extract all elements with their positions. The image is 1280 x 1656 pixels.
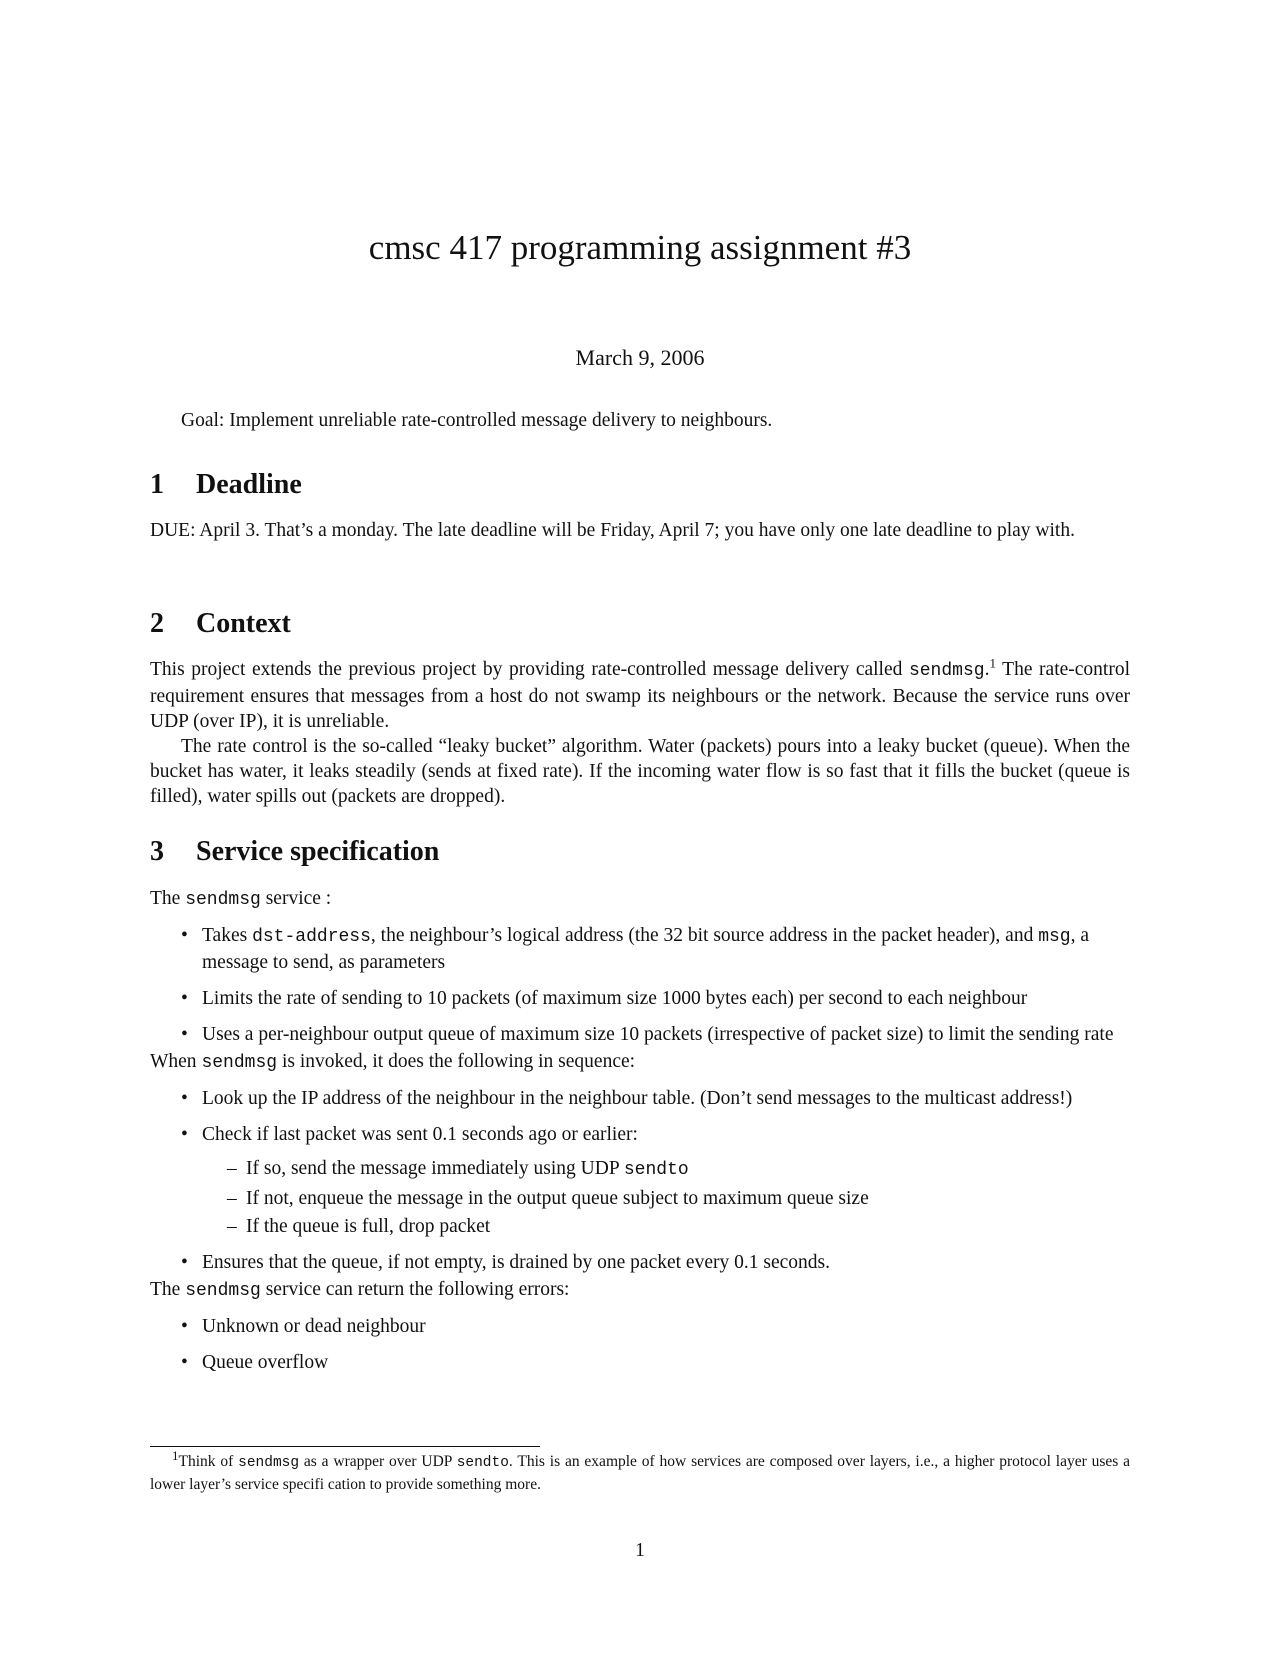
document-date: March 9, 2006	[575, 345, 705, 370]
context-body	[150, 657, 1130, 809]
section-service-specification	[150, 835, 1130, 869]
footnote-marker: 1	[989, 655, 996, 671]
code-dst-address: dst-address	[252, 927, 371, 947]
text-run: Takes	[202, 925, 253, 946]
text-run: The rate-control requirement ensures that messages from a host do not swamp its neighbours or the network. Because the service runs over UDP (over IP), it is unreliable.	[150, 659, 1130, 732]
code-sendto: sendto	[623, 1160, 689, 1180]
list-item: • Ensures that the queue, if not empty, is drained by one packet every 0.1 seconds.	[150, 1250, 1130, 1275]
section-title: Context	[196, 608, 291, 639]
list-item: • Unknown or dead neighbour	[150, 1314, 1130, 1339]
text-run: Check if last packet was sent 0.1 seconds ago or earlier:	[202, 1124, 638, 1145]
document-page	[150, 0, 1130, 1656]
code-msg: msg	[1038, 927, 1071, 947]
text-run: The	[150, 888, 186, 909]
context-paragraph-2: The rate control is the so-called “leaky bucket” algorithm. Water (packets) pours into a leaky bucket (queue). When the bucket has water, it leaks steadily (sends at fixed rate). If the incoming water flow is so fast that it fills the bucket (queue is filled), water spills out (packets are dropped).	[150, 736, 1130, 807]
section-number: 1	[150, 469, 164, 500]
text-run: Think of	[178, 1453, 239, 1470]
sub-list-item: – If not, enqueue the message in the output queue subject to maximum queue size	[150, 1186, 1130, 1211]
section-title: Service specification	[196, 836, 440, 867]
list-item: • Uses a per-neighbour output queue of maximum size 10 packets (irrespective of packet size) to limit the sending rate	[150, 1022, 1130, 1047]
section-context	[150, 607, 1130, 641]
text-run: as a wrapper over UDP	[299, 1453, 457, 1470]
section-title: Deadline	[196, 469, 302, 500]
text-run: . This is an example of how services are composed over layers, i.e., a higher protocol layer uses a lower layer’s service specifi cation to provide something more.	[150, 1453, 1131, 1493]
text-run: service :	[260, 888, 332, 909]
deadline-body	[150, 518, 1130, 543]
section-heading-deadline	[150, 468, 1130, 502]
code-sendmsg: sendmsg	[238, 1455, 300, 1471]
sub-steps-list	[202, 1156, 1130, 1239]
text-run: This project extends the previous project by providing rate-controlled message delivery called	[150, 659, 909, 680]
errors-intro	[150, 1277, 1130, 1304]
list-item	[150, 923, 1130, 975]
code-sendmsg: sendmsg	[908, 661, 985, 681]
text-run: When	[150, 1051, 202, 1072]
code-sendto: sendto	[456, 1455, 509, 1471]
list-item: • Queue overflow	[150, 1350, 1130, 1375]
footnote	[150, 1447, 1131, 1495]
document-title: cmsc 417 programming assignment #3	[368, 228, 912, 267]
code-sendmsg: sendmsg	[185, 1281, 261, 1301]
footnote-divider	[150, 1446, 540, 1447]
list-item: • Limits the rate of sending to 10 packets (of maximum size 1000 bytes each) per second to each neighbour	[150, 986, 1130, 1011]
text-run: .	[984, 659, 990, 680]
text-run: service can return the following errors:	[260, 1279, 570, 1300]
section-deadline	[150, 468, 1130, 502]
context-paragraph-1	[150, 657, 1130, 734]
text-run: , a message to send, as parameters	[202, 925, 1090, 973]
invocation-steps-list	[150, 1086, 1130, 1275]
list-item	[150, 1122, 1130, 1239]
section-heading-context	[150, 607, 1130, 641]
text-run: is invoked, it does the following in sequence:	[277, 1051, 636, 1072]
service-body	[150, 886, 1130, 1386]
text-run: The	[150, 1279, 186, 1300]
invocation-intro	[150, 1049, 1130, 1076]
service-properties-list	[150, 923, 1130, 1047]
goal-paragraph	[150, 408, 1130, 433]
sub-list-item: – If the queue is full, drop packet	[150, 1214, 1130, 1239]
service-intro	[150, 886, 1130, 913]
footnote-marker: 1	[172, 1447, 179, 1463]
text-run: If so, send the message immediately using UDP	[246, 1158, 624, 1179]
text-run: , the neighbour’s logical address (the 32 bit source address in the packet header), and	[370, 925, 1039, 946]
sub-list-item	[150, 1156, 1130, 1183]
deadline-text: DUE: April 3. That’s a monday. The late deadline will be Friday, April 7; you have only one late deadline to play with.	[150, 520, 1075, 541]
page-number: 1	[635, 1540, 645, 1561]
section-heading-service	[150, 835, 1130, 869]
list-item: • Look up the IP address of the neighbour in the neighbour table. (Don’t send messages to the multicast address!)	[150, 1086, 1130, 1111]
code-sendmsg: sendmsg	[185, 890, 261, 910]
goal-text: Goal: Implement unreliable rate-controlled message delivery to neighbours.	[181, 410, 773, 431]
errors-list	[150, 1314, 1130, 1375]
section-number: 3	[150, 836, 164, 867]
section-number: 2	[150, 608, 164, 639]
code-sendmsg: sendmsg	[201, 1053, 278, 1073]
